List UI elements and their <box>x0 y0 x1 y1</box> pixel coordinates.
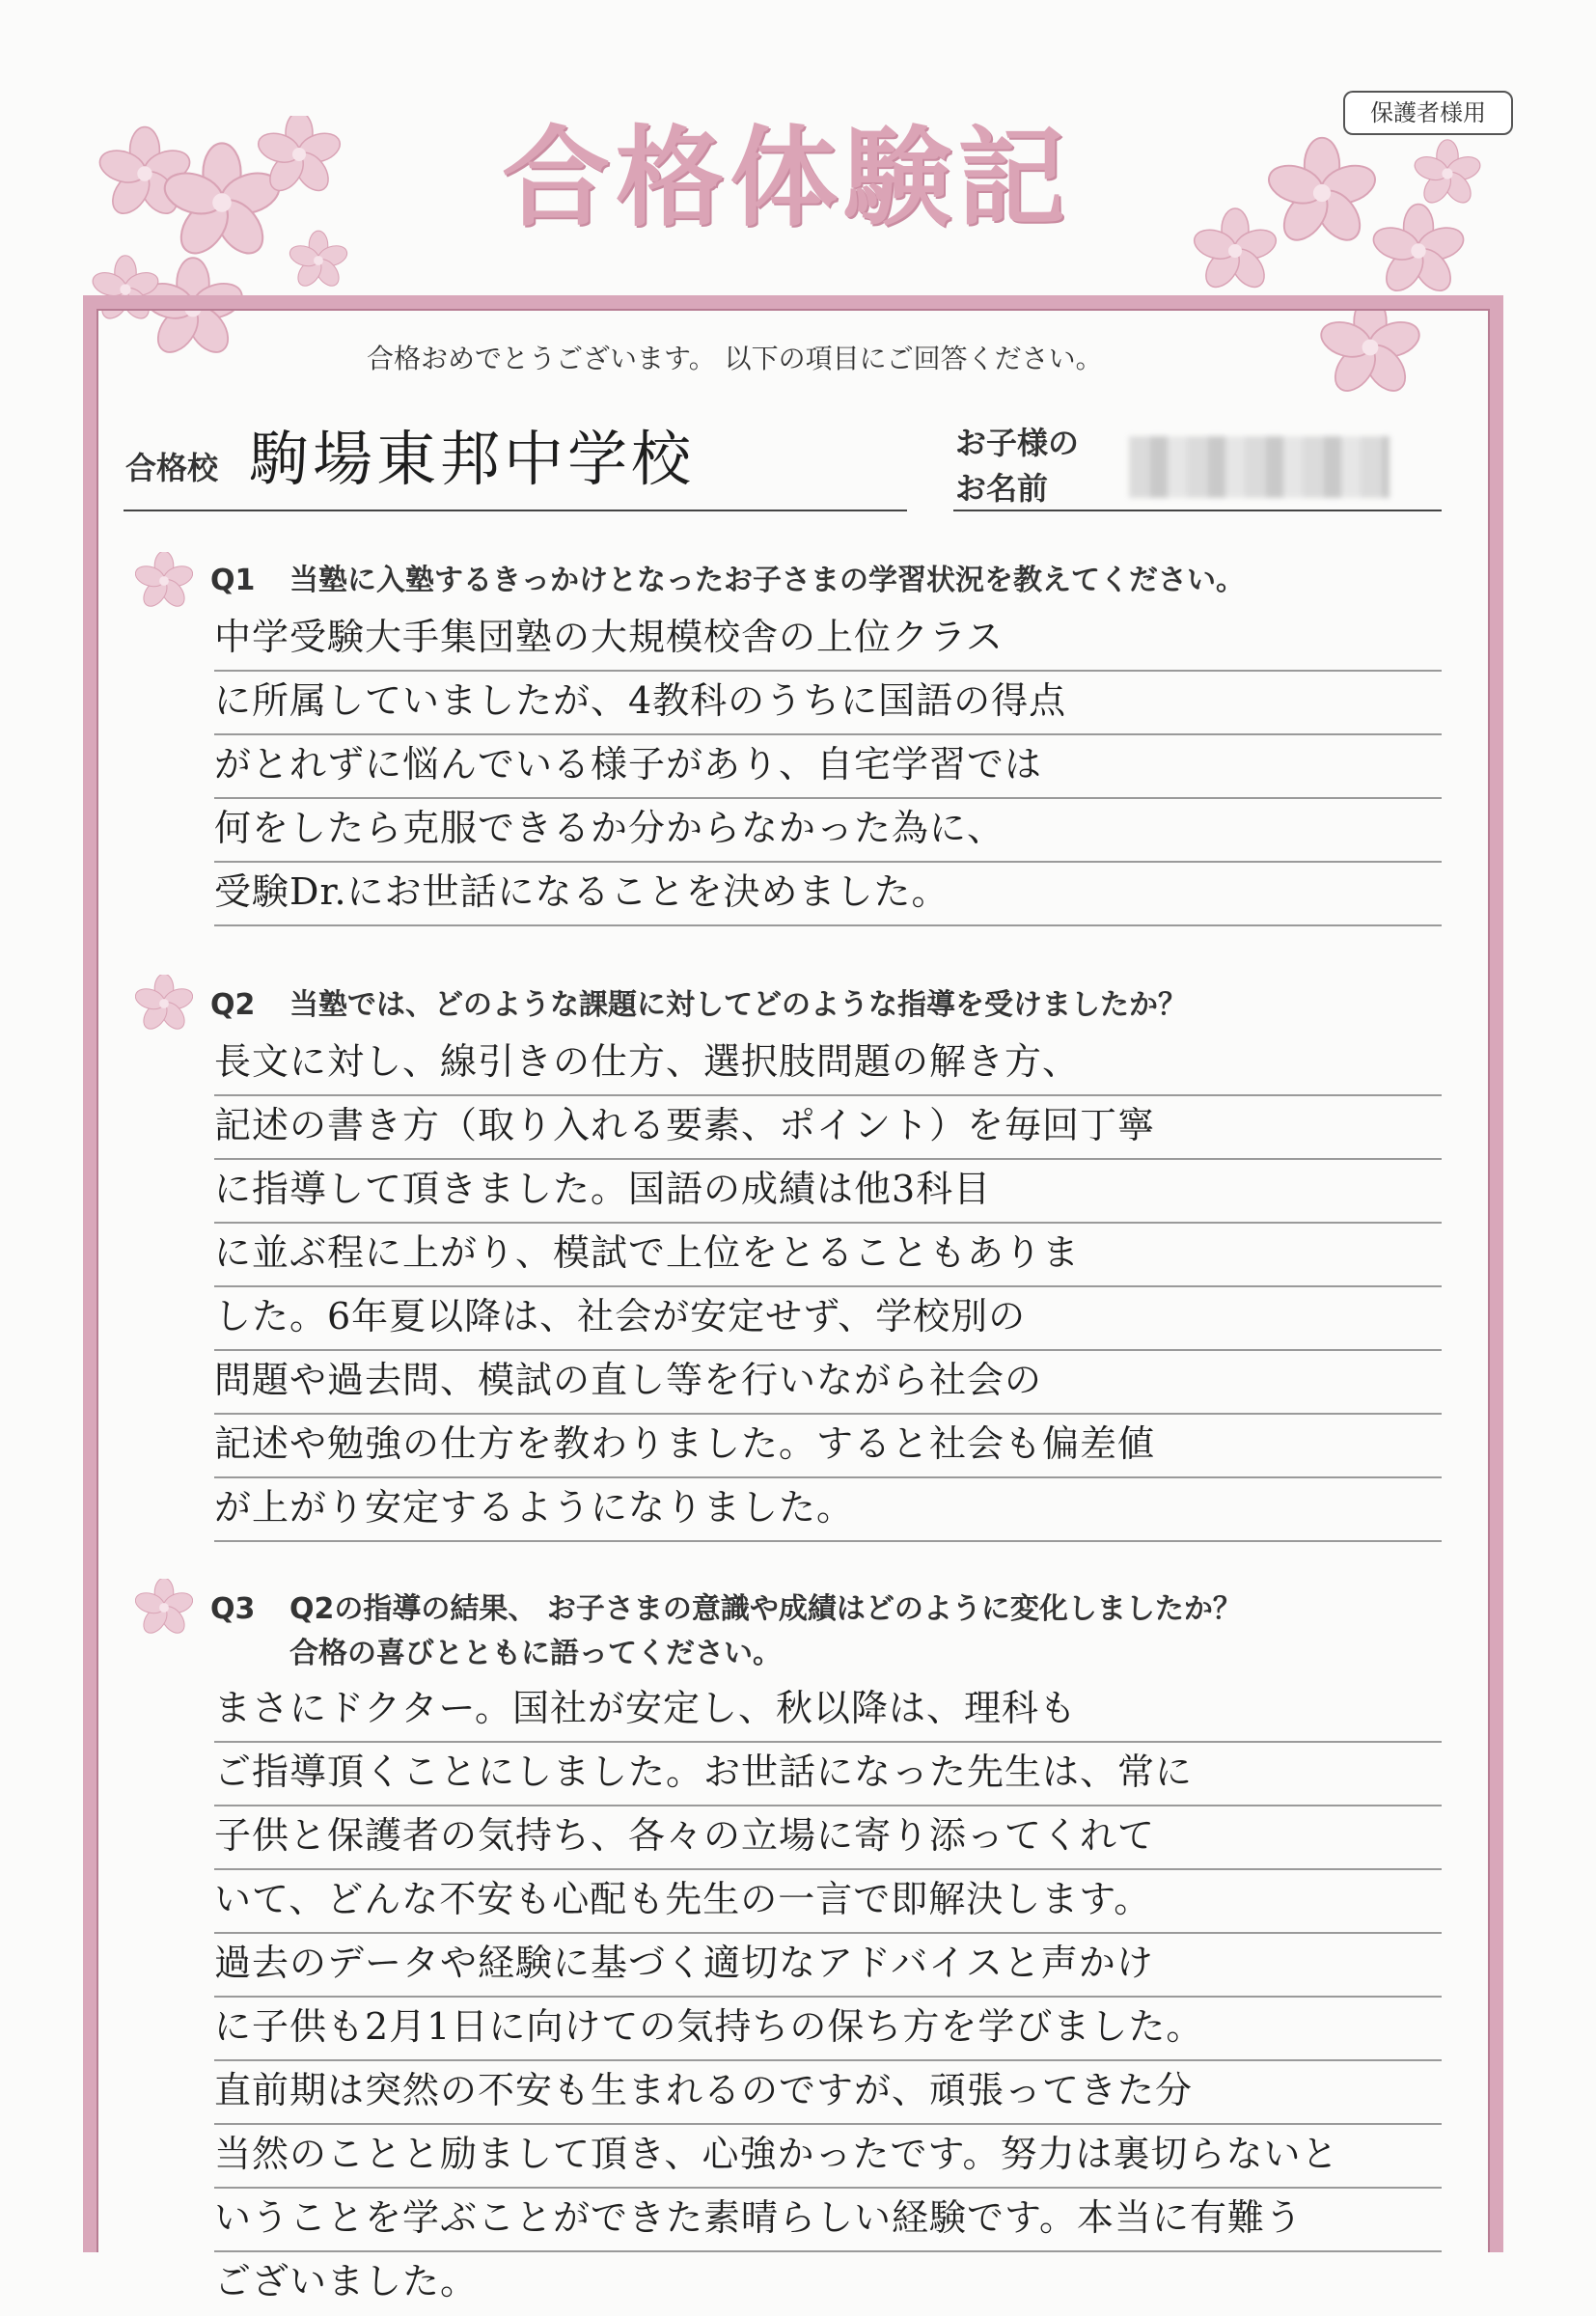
school-label: 合格校 <box>125 450 219 486</box>
subtitle: 合格おめでとうございます。 以下の項目にご回答ください。 <box>367 343 1103 374</box>
answer-line: 記述の書き方（取り入れる要素、ポイント）を毎回丁寧 <box>214 1096 1442 1160</box>
q2-answer <box>214 1033 1442 1542</box>
answer-line: 過去のデータや経験に基づく適切なアドバイスと声かけ <box>214 1934 1442 1998</box>
q1-number: Q1 <box>210 564 256 597</box>
answer-line: に並ぶ程に上がり、模試で上位をとることもありま <box>214 1224 1442 1287</box>
answer-line: 中学受験大手集団塾の大規模校舎の上位クラス <box>214 608 1442 672</box>
answer-line: が上がり安定するようになりました。 <box>214 1478 1442 1542</box>
q3-answer <box>214 1679 1442 2316</box>
flower-bullet-icon <box>135 552 193 610</box>
answer-line: 何をしたら克服できるか分からなかった為に、 <box>214 799 1442 863</box>
answer-line: ございました。 <box>214 2260 479 2302</box>
answer-line: いて、どんな不安も心配も先生の一言で即解決します。 <box>214 1870 1442 1934</box>
q1-text: 当塾に入塾するきっかけとなったお子さまの学習状況を教えてください。 <box>289 564 1245 597</box>
answer-line: した。6年夏以降は、社会が安定せず、学校別の <box>214 1287 1442 1351</box>
q3-number: Q3 <box>210 1592 256 1626</box>
audience-badge: 保護者様用 <box>1343 91 1513 135</box>
school-value: 駒場東邦中学校 <box>249 424 696 494</box>
q2-text: 当塾では、どのような課題に対してどのような指導を受けましたか？ <box>289 988 1187 1022</box>
school-underline <box>124 510 907 511</box>
child-name-label <box>955 421 1129 511</box>
q2-number: Q2 <box>210 988 256 1022</box>
child-name-underline <box>953 510 1442 511</box>
q1-answer <box>214 608 1442 926</box>
answer-line: 直前期は突然の不安も生まれるのですが、頑張ってきた分 <box>214 2061 1442 2125</box>
q3-text: Q2の指導の結果、 お子さまの意識や成績はどのように変化しましたか？ <box>289 1592 1242 1626</box>
page-title: 合格体験記 <box>502 115 1071 241</box>
answer-line: 当然のことと励まして頂き、心強かったです。努力は裏切らないと <box>214 2125 1442 2189</box>
answer-line: ご指導頂くことにしました。お世話になった先生は、常に <box>214 1743 1442 1806</box>
answer-line: いうことを学ぶことができた素晴らしい経験です。本当に有難う <box>214 2189 1442 2252</box>
answer-line: がとれずに悩んでいる様子があり、自宅学習では <box>214 735 1442 799</box>
answer-line: に所属していましたが、4教科のうちに国語の得点 <box>214 672 1442 735</box>
flower-bullet-icon <box>135 1579 193 1637</box>
answer-line: 受験Dr.にお世話になることを決めました。 <box>214 863 1442 926</box>
child-name-label-line1: お子様の <box>955 425 1080 461</box>
answer-line: 長文に対し、線引きの仕方、選択肢問題の解き方、 <box>214 1033 1442 1096</box>
q3-text-line2: 合格の喜びとともに語ってください。 <box>289 1637 782 1670</box>
answer-line: に子供も2月1日に向けての気持ちの保ち方を学びました。 <box>214 1998 1442 2061</box>
answer-line: 子供と保護者の気持ち、各々の立場に寄り添ってくれて <box>214 1806 1442 1870</box>
answer-line: 問題や過去問、模試の直し等を行いながら社会の <box>214 1351 1442 1415</box>
child-name-label-line2: お名前 <box>955 470 1049 507</box>
answer-line: まさにドクター。国社が安定し、秋以降は、理科も <box>214 1679 1442 1743</box>
flower-bullet-icon <box>135 975 193 1033</box>
child-name-redacted <box>1129 436 1390 498</box>
answer-line: に指導して頂きました。国語の成績は他3科目 <box>214 1160 1442 1224</box>
answer-line: 記述や勉強の仕方を教わりました。すると社会も偏差値 <box>214 1415 1442 1478</box>
